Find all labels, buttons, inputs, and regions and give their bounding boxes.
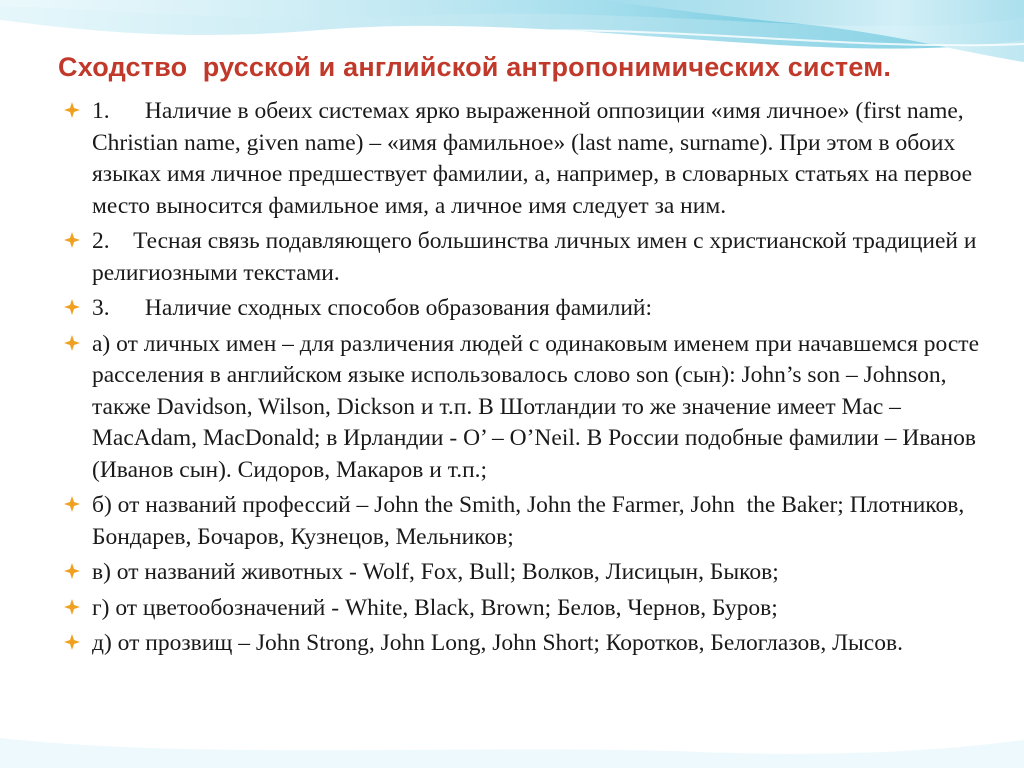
list-item xyxy=(64,96,984,222)
list-item-text: а) от личных имен – для различения людей с одинаковым именем при начавшемся росте расселения в английском языке использовалось слово son (сын): John’s son – Johnson, также Davidson, Wilson, Dickson и т.п. В Шотландии то же значение имеет Mac – MacAdam, MacDonald; в Ирландии - O’ – O’Neil. В России подобные фамилии – Иванов (Иванов сын). Сидоров, Макаров и т.п.; xyxy=(92,330,985,483)
list-item-text: б) от названий профессий – John the Smith, John the Farmer, John the Baker; Плотников, Бондарев, Бочаров, Кузнецов, Мельников; xyxy=(92,492,971,550)
list-item xyxy=(64,593,984,625)
list-item xyxy=(64,628,984,660)
bullet-list xyxy=(64,96,984,664)
four-point-star-icon xyxy=(64,335,80,351)
four-point-star-icon xyxy=(64,634,80,650)
list-item-text: 3. Наличие сходных способов образования фамилий: xyxy=(92,295,653,321)
list-item-text: в) от названий животных - Wolf, Fox, Bull; Волков, Лисицын, Быков; xyxy=(92,559,779,585)
list-item-text: г) от цветообозначений - White, Black, Brown; Белов, Чернов, Буров; xyxy=(92,594,778,621)
list-item-text: 1. Наличие в обеих системах ярко выраженной оппозиции «имя личное» (first name, Christian name, given name) – «имя фамильное» (last name, surname). При этом в обоих языках имя личное предшествует фамилии, а, например, в словарных статьях на первое место выносится фамильное имя, а личное имя следует за ним. xyxy=(92,98,978,219)
list-item xyxy=(64,329,984,487)
list-item xyxy=(64,293,984,325)
list-item-text: д) от прозвищ – John Strong, John Long, John Short; Коротков, Белоглазов, Лысов. xyxy=(92,630,903,656)
list-item xyxy=(64,490,984,553)
slide-title: Сходство русской и английской антропонимических систем. xyxy=(58,52,892,82)
four-point-star-icon xyxy=(64,102,80,118)
four-point-star-icon xyxy=(64,496,80,512)
four-point-star-icon xyxy=(64,299,80,315)
list-item xyxy=(64,226,984,289)
four-point-star-icon xyxy=(64,232,80,248)
list-item xyxy=(64,557,984,589)
four-point-star-icon xyxy=(64,563,80,579)
four-point-star-icon xyxy=(64,599,80,615)
list-item-text: 2. Тесная связь подавляющего большинства личных имен с христианской традицией и религиозными текстами. xyxy=(92,228,983,286)
